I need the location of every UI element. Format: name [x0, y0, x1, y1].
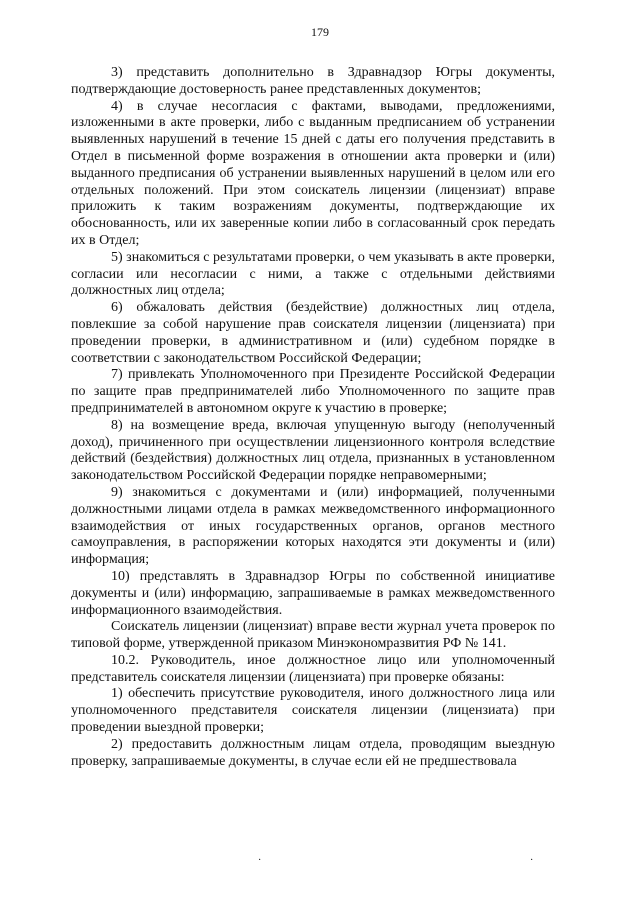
paragraph-item-10: 10) представлять в Здравнадзор Югры по собственной инициативе документы и (или) информацию, запрашиваемые в рамках межведомственного информационного взаимодействия.	[71, 568, 555, 618]
paragraph-item-4: 4) в случае несогласия с фактами, выводами, предложениями, изложенными в акте проверки, либо с выданным предписанием об устранении выявленных нарушений в течение 15 дней с даты его получения представить в Отдел в письменной форме возражения в отношении акта проверки и (или) выданного предписания об устранении выявленных нарушений в целом или его отдельных положений. При этом соискатель лицензии (лицензиат) вправе приложить к таким возражениям документы, подтверждающие их обоснованность, или их заверенные копии либо в согласованный срок передать их в Отдел;	[71, 98, 555, 248]
paragraph-item-5: 5) знакомиться с результатами проверки, о чем указывать в акте проверки, согласии или несогласии с ними, а также с отдельными действиями должностных лиц отдела;	[71, 249, 555, 299]
paragraph-journal: Соискатель лицензии (лицензиат) вправе вести журнал учета проверок по типовой форме, утвержденной приказом Минэкономразвития РФ № 141.	[71, 619, 555, 652]
paragraph-duty-2: 2) предоставить должностным лицам отдела, проводящим выездную проверку, запрашиваемые документы, в случае если ей не предшествовала	[71, 736, 555, 769]
paragraph-item-3: 3) представить дополнительно в Здравнадзор Югры документы, подтверждающие достоверность ранее представленных документов;	[71, 65, 555, 97]
paragraph-item-7: 7) привлекать Уполномоченного при Президенте Российской Федерации по защите прав предпринимателей либо Уполномоченного по защите прав предпринимателей в автономном округе к участию в проверке;	[71, 367, 555, 416]
paragraph-duty-1: 1) обеспечить присутствие руководителя, иного должностного лица или уполномоченного представителя соискателя лицензии (лицензиата) при проведении выездной проверки;	[71, 686, 555, 736]
paragraph-item-8: 8) на возмещение вреда, включая упущенную выгоду (неполученный доход), причиненного при осуществлении лицензионного контроля вследствие действий (бездействия) должностных лиц отдела, признанных в установленном законодательством Российской Федерации порядке неправомерными;	[71, 417, 555, 484]
paragraph-item-6: 6) обжаловать действия (бездействие) должностных лиц отдела, повлекшие за собой нарушение прав соискателя лицензии (лицензиата) при проведении проверки, в административном и (или) судебном порядке в соответствии с законодательством Российской Федерации;	[71, 300, 555, 366]
scan-dot-mark: ·	[258, 855, 262, 866]
paragraph-section-10-2: 10.2. Руководитель, иное должностное лицо или уполномоченный представитель соискателя лицензии (лицензиата) при проверке обязаны:	[71, 652, 555, 685]
scan-dot-mark: ·	[530, 855, 534, 866]
paragraph-item-9: 9) знакомиться с документами и (или) информацией, полученными должностными лицами отдела в рамках межведомственного информационного взаимодействия от иных государственных органов, органов местного самоуправления, в распоряжении которых находятся эти документы и (или) информация;	[71, 484, 555, 568]
page-number: 179	[311, 25, 329, 39]
document-body	[71, 65, 555, 770]
